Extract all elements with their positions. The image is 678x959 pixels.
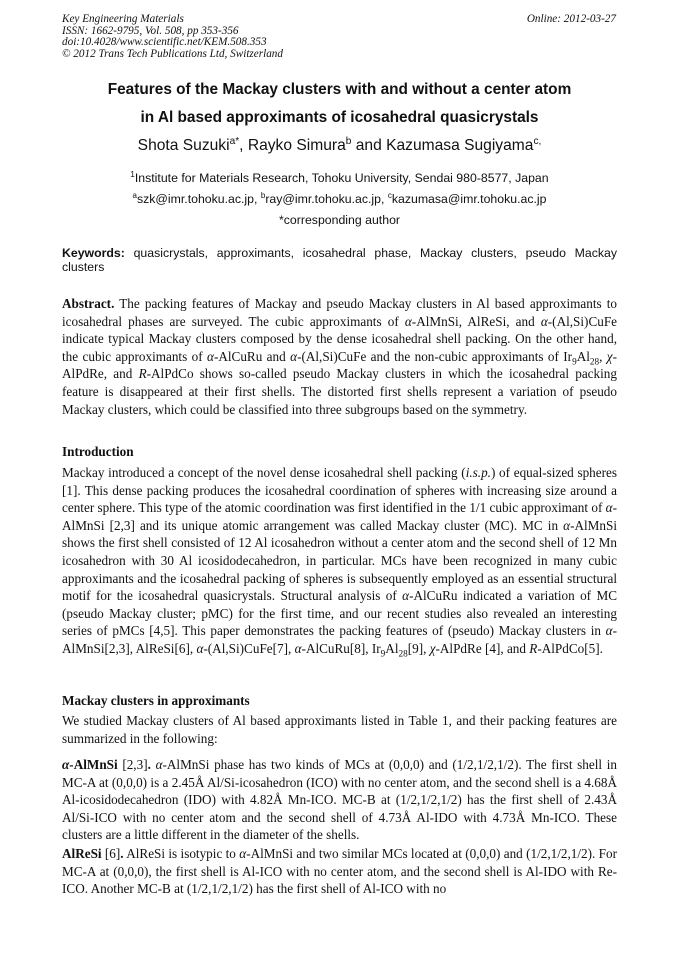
- author-name: Kazumasa Sugiyama: [386, 137, 534, 154]
- institute-sup: 1: [130, 169, 135, 179]
- affiliation-block: [62, 168, 617, 231]
- section-heading-introduction: Introduction: [62, 444, 134, 459]
- section-heading-mackay: Mackay clusters in approximants: [62, 693, 250, 708]
- abstract: [62, 295, 617, 418]
- email-link[interactable]: szk@imr.tohoku.ac.jp: [136, 192, 255, 206]
- email-list: $^a$szk@imr.tohoku.ac.jp, $^b$ray@imr.tohoku.ac.jp, $^c$kazumasa@imr.tohoku.ac.jp: [132, 190, 547, 206]
- paper-title: [62, 79, 617, 129]
- institute-name: Institute for Materials Research, Tohoku University, Sendai 980-8577, Japan: [134, 171, 549, 185]
- journal-copyright: © 2012 Trans Tech Publications Ltd, Switzerland: [62, 47, 283, 60]
- email-sup: b: [260, 190, 266, 200]
- author-separator: and: [351, 137, 387, 154]
- keywords-text: quasicrystals, approximants, icosahedral phase, Mackay clusters, pseudo Mackay clusters: [62, 246, 617, 274]
- introduction-paragraph: Mackay introduced a concept of the novel dense icosahedral shell packing (i.s.p.) of equal-sized spheres [1]. This dense packing produces the icosahedral coordination of spheres with increasing size around a center sphere. This type of the atomic coordination was first identified in the 1/1 cubic approximant of α-AlMnSi [2,3] and its unique atomic arrangement was called Mackay cluster (MC). MC in α-AlMnSi shows the first shell consisted of 12 Al icosahedron without a center atom and the second shell of 12 Mn icosahedron with 30 Al icosidodecahedron, in particular. MCs have been recognized in many cubic approximants and the icosahedral packing of spheres is subsequently employed as an essential structural motif for the icosahedral quasicrystals. Structural analysis of α-AlCuRu indicated a variation of MC (pseudo Mackay cluster; pMC) for the first time, and our recent studies also revealed an interesting series of pMCs [4,5]. This paper demonstrates the packing features of (pseudo) Mackay clusters in α-AlMnSi[2,3], AlReSi[6], α-(Al,Si)CuFe[7], α-AlCuRu[8], $Ir_9Al_{28}[9]$, χ-AlPdRe [4], and R-AlPdCo[5].: [62, 465, 617, 659]
- keywords-label: Keywords:: [62, 246, 125, 260]
- journal-info: [62, 14, 283, 60]
- journal-doi[interactable]: doi:10.4028/www.scientific.net/KEM.508.353: [62, 36, 267, 48]
- title-line-2: in Al based approximants of icosahedral quasicrystals: [140, 109, 539, 126]
- author-list: [62, 136, 617, 156]
- abstract-label: Abstract.: [62, 296, 115, 311]
- journal-issn: ISSN: 1662-9795, Vol. 508, pp 353-356: [62, 24, 239, 37]
- email-sup: c: [387, 190, 392, 200]
- author-name: Rayko Simura: [247, 137, 346, 154]
- author-name: Shota Suzuki: [137, 137, 230, 154]
- author-separator: ,: [239, 137, 248, 154]
- email-sup: a: [132, 190, 137, 200]
- online-date: Online: 2012-03-27: [526, 13, 616, 25]
- author-sup: c,: [533, 135, 542, 147]
- institute: [62, 168, 617, 189]
- mackay-intro-paragraph: We studied Mackay clusters of Al based approximants listed in Table 1, and their packing features are summarized in the following:: [62, 713, 617, 746]
- email-link[interactable]: kazumasa@imr.tohoku.ac.jp: [391, 192, 547, 206]
- author-sup: a*: [229, 135, 240, 147]
- alresi-paragraph: AlReSi [6]. AlReSi is isotypic to α-AlMnSi and two similar MCs located at (0,0,0) and (1/2,1/2,1/2). For MC-A at (0,0,0), the first shell is Al-ICO with no center atom, and the second shell is Al-IDO with Re-ICO. Another MC-B at (1/2,1/2,1/2) has the first shell of Al-ICO with no: [62, 846, 617, 897]
- author-sup: b: [345, 135, 352, 147]
- abstract-text: The packing features of Mackay and pseudo Mackay clusters in Al based approximants to icosahedral phases are surveyed. The cubic approximants of α-AlMnSi, AlReSi, and α-(Al,Si)CuFe indicate typical Mackay clusters composed by the dense icosahedral shell packing. On the other hand, the cubic approximants of α-AlCuRu and α-(Al,Si)CuFe and the non-cubic approximants of $Ir_9Al_{28}$, χ-AlPdRe, and R-AlPdCo shows so-called pseudo Mackay clusters in which the icosahedral packing feature is disappeared at their first shells. The distorted first shells represent a variation of pseudo Mackay clusters, which could be classified into three subgroups based on the symmetry.: [62, 296, 618, 417]
- corresponding-note: *corresponding author: [279, 213, 400, 227]
- almnsi-paragraph: α-AlMnSi [2,3]. α-AlMnSi phase has two kinds of MCs at (0,0,0) and (1/2,1/2,1/2). The first shell in MC-A at (0,0,0) is a 2.45Å Al/Si-icosahedron (ICO) with no center atom, and the second shell is a 4.68Å Al-icosidodecahedron (IDO) with 4.82Å Mn-ICO. MC-B at (1/2,1/2,1/2) has the first shell of 2.43Å Al/Si-ICO with no center atom and the second shell of 4.73Å Al-IDO with 4.73Å Mn-ICO. These clusters are a little different in the diameter of the shells.: [62, 757, 617, 843]
- journal-name: Key Engineering Materials: [62, 13, 184, 25]
- title-line-1: Features of the Mackay clusters with and without a center atom: [107, 81, 572, 98]
- email-link[interactable]: ray@imr.tohoku.ac.jp: [265, 192, 381, 206]
- keywords: [62, 247, 617, 274]
